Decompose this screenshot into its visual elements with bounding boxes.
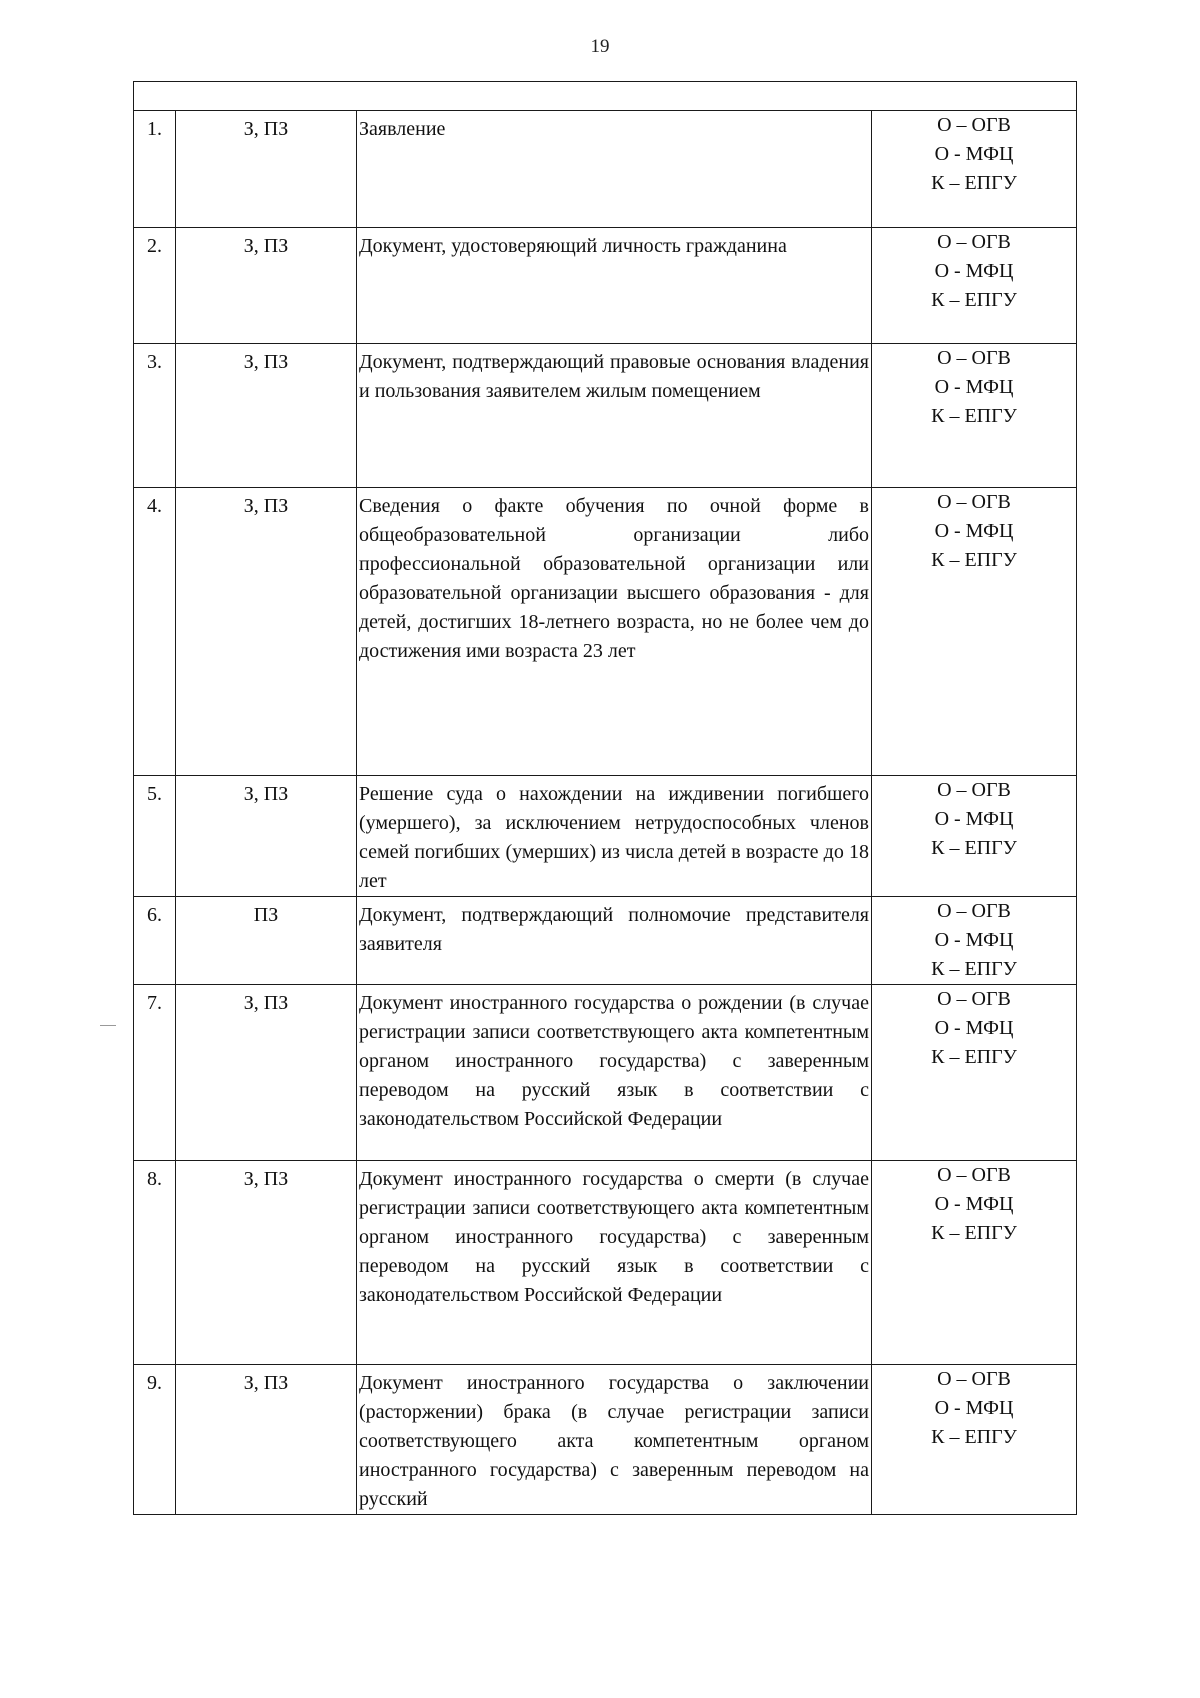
row-number: 8.	[134, 1161, 176, 1365]
documents-table	[133, 81, 1077, 1515]
submission-method: К – ЕПГУ	[931, 549, 1017, 571]
submission-methods	[872, 344, 1077, 488]
table-row	[134, 228, 1077, 344]
document-name: Документ иностранного государства о смерти (в случае регистрации записи соответствующего акта компетентным органом иностранного государства) с заверенным переводом на русский язык в соответствии с законодательством Российской Федерации	[357, 1161, 872, 1365]
applicant-type: З, ПЗ	[176, 1161, 357, 1365]
document-name: Документ, подтверждающий полномочие представителя заявителя	[357, 897, 872, 985]
row-number: 2.	[134, 228, 176, 344]
applicant-type: З, ПЗ	[176, 111, 357, 228]
margin-mark	[100, 1025, 116, 1026]
row-number: 3.	[134, 344, 176, 488]
applicant-type: З, ПЗ	[176, 488, 357, 776]
submission-method: О - МФЦ	[934, 1397, 1014, 1419]
submission-method: О – ОГВ	[937, 114, 1011, 136]
submission-method: К – ЕПГУ	[931, 1426, 1017, 1448]
document-name: Решение суда о нахождении на иждивении погибшего (умершего), за исключением нетрудоспособных членов семей погибших (умерших) из числа детей в возрасте до 18 лет	[357, 776, 872, 897]
submission-method: О – ОГВ	[937, 1368, 1011, 1390]
row-number: 9.	[134, 1365, 176, 1515]
applicant-type: З, ПЗ	[176, 228, 357, 344]
submission-method: К – ЕПГУ	[931, 837, 1017, 859]
submission-method: О - МФЦ	[934, 260, 1014, 282]
applicant-type: З, ПЗ	[176, 985, 357, 1161]
submission-method: О – ОГВ	[937, 231, 1011, 253]
submission-method: К – ЕПГУ	[931, 1046, 1017, 1068]
row-number: 5.	[134, 776, 176, 897]
table-row	[134, 344, 1077, 488]
submission-method: О – ОГВ	[937, 347, 1011, 369]
document-name: Заявление	[357, 111, 872, 228]
submission-method: К – ЕПГУ	[931, 958, 1017, 980]
table-header-row	[134, 82, 1077, 111]
submission-methods	[872, 488, 1077, 776]
submission-method: О – ОГВ	[937, 491, 1011, 513]
document-name: Документ иностранного государства о заключении (расторжении) брака (в случае регистрации записи соответствующего акта компетентным органом иностранного государства) с заверенным переводом на русский	[357, 1365, 872, 1515]
submission-method: К – ЕПГУ	[931, 1222, 1017, 1244]
document-name: Документ, удостоверяющий личность гражданина	[357, 228, 872, 344]
page-number: 19	[590, 36, 610, 57]
submission-methods	[872, 985, 1077, 1161]
submission-method: О - МФЦ	[934, 808, 1014, 830]
table-row	[134, 488, 1077, 776]
submission-method: О - МФЦ	[934, 929, 1014, 951]
table-row	[134, 1365, 1077, 1515]
document-name: Документ иностранного государства о рождении (в случае регистрации записи соответствующего акта компетентным органом иностранного государства) с заверенным переводом на русский язык в соответствии с законодательством Российской Федерации	[357, 985, 872, 1161]
submission-method: К – ЕПГУ	[931, 172, 1017, 194]
submission-method: О – ОГВ	[937, 988, 1011, 1010]
document-name: Сведения о факте обучения по очной форме в общеобразовательной организации либо профессиональной образовательной организации или образовательной организации высшего образования - для детей, достигших 18-летнего возраста, но не более чем до достижения ими возраста 23 лет	[357, 488, 872, 776]
submission-method: О - МФЦ	[934, 520, 1014, 542]
submission-methods	[872, 111, 1077, 228]
row-number: 1.	[134, 111, 176, 228]
submission-method: О – ОГВ	[937, 1164, 1011, 1186]
submission-methods	[872, 1365, 1077, 1515]
table-row	[134, 985, 1077, 1161]
table-row	[134, 111, 1077, 228]
submission-method: О - МФЦ	[934, 143, 1014, 165]
row-number: 6.	[134, 897, 176, 985]
submission-method: О - МФЦ	[934, 1193, 1014, 1215]
row-number: 4.	[134, 488, 176, 776]
row-number: 7.	[134, 985, 176, 1161]
submission-method: О – ОГВ	[937, 900, 1011, 922]
applicant-type: З, ПЗ	[176, 776, 357, 897]
table-header-cell	[134, 82, 1077, 111]
submission-methods	[872, 776, 1077, 897]
submission-method: О - МФЦ	[934, 1017, 1014, 1039]
submission-method: К – ЕПГУ	[931, 405, 1017, 427]
submission-methods	[872, 1161, 1077, 1365]
submission-methods	[872, 897, 1077, 985]
submission-method: О - МФЦ	[934, 376, 1014, 398]
table-row	[134, 776, 1077, 897]
document-name: Документ, подтверждающий правовые основания владения и пользования заявителем жилым помещением	[357, 344, 872, 488]
submission-method: К – ЕПГУ	[931, 289, 1017, 311]
submission-methods	[872, 228, 1077, 344]
applicant-type: З, ПЗ	[176, 344, 357, 488]
table-row	[134, 1161, 1077, 1365]
submission-method: О – ОГВ	[937, 779, 1011, 801]
applicant-type: З, ПЗ	[176, 1365, 357, 1515]
applicant-type: ПЗ	[176, 897, 357, 985]
table-row	[134, 897, 1077, 985]
